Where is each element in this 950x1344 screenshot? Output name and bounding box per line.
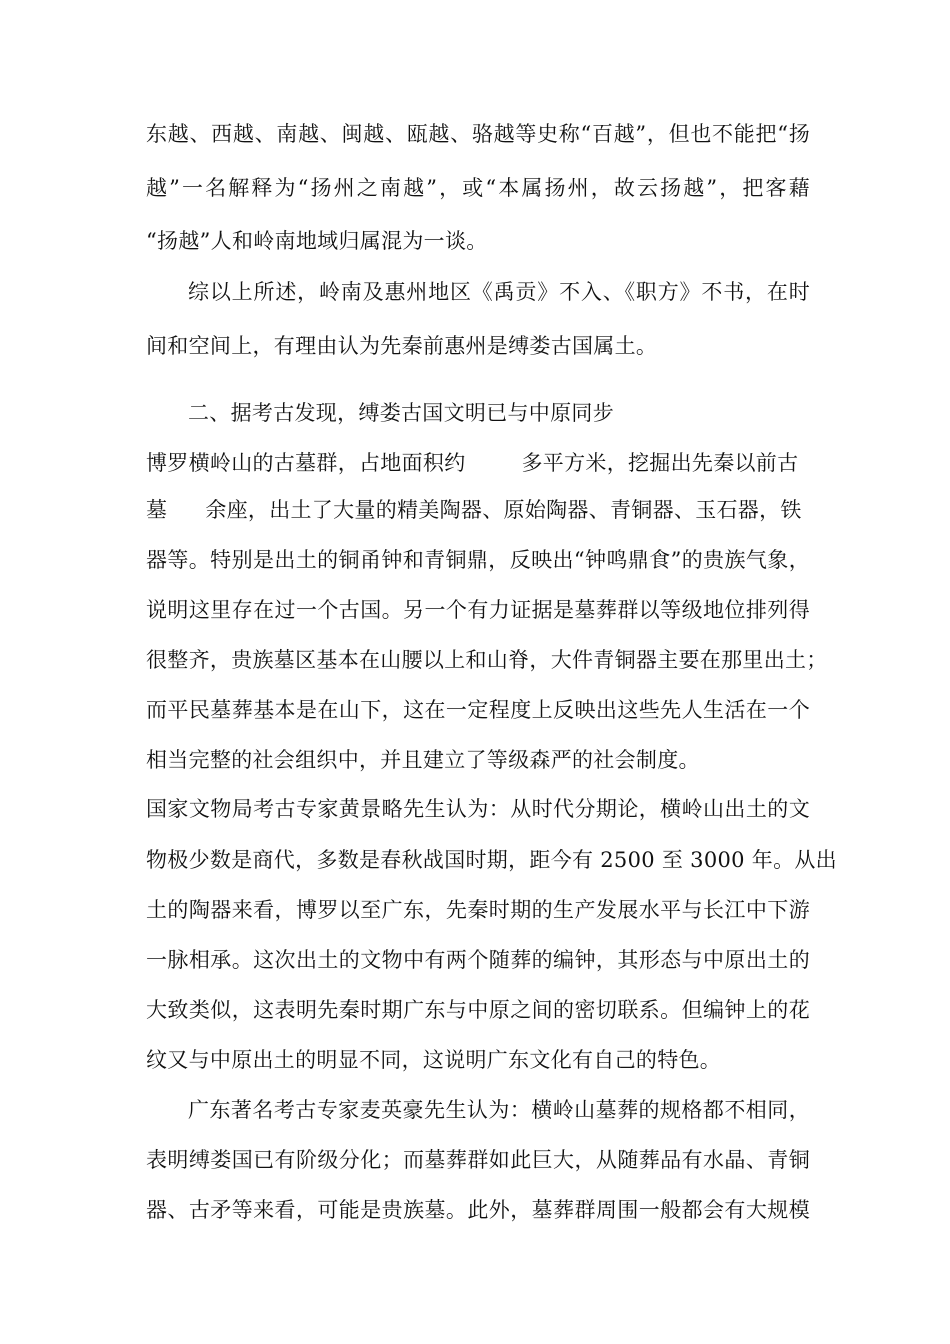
paragraph-5-line-3: 器、古矛等来看，可能是贵族墓。此外，墓葬群周围一般都会有大规模 [146, 1198, 810, 1222]
paragraph-3-line-2-part-2: 余座，出土了大量的精美陶器、原始陶器、青铜器、玉石器，铁 [205, 498, 802, 522]
paragraph-4-line-4: 一脉相承。这次出土的文物中有两个随葬的编钟，其形态与中原出土的 [146, 948, 810, 972]
paragraph-4-line-6: 纹又与中原出土的明显不同，这说明广东文化有自己的特色。 [146, 1048, 722, 1072]
paragraph-2-line-2: 间和空间上，有理由认为先秦前惠州是缚娄古国属土。 [146, 334, 658, 358]
paragraph-1-line-2: 越”一名解释为“扬州之南越”，或“本属扬州，故云扬越”，把客藉 [146, 176, 810, 200]
paragraph-3-line-1-part-1: 博罗横岭山的古墓群，占地面积约 [146, 451, 466, 475]
paragraph-3-line-2-part-1: 墓 [146, 498, 168, 522]
paragraph-3-line-1 [146, 446, 810, 480]
paragraph-3-line-6: 而平民墓葬基本是在山下，这在一定程度上反映出这些先人生活在一个 [146, 698, 810, 722]
paragraph-4-line-3: 土的陶器来看，博罗以至广东，先秦时期的生产发展水平与长江中下游 [146, 898, 810, 922]
paragraph-4-line-2: 物极少数是商代，多数是春秋战国时期，距今有 2500 至 3000 年。从出 [146, 848, 837, 872]
section-heading: 二、据考古发现，缚娄古国文明已与中原同步 [188, 401, 614, 425]
paragraph-2-line-1: 综以上所述，岭南及惠州地区《禹贡》不入、《职方》不书，在时 [188, 280, 810, 304]
paragraph-1-line-3: “扬越”人和岭南地域归属混为一谈。 [146, 229, 488, 253]
paragraph-3-line-1-part-2: 多平方米，挖掘出先秦以前古 [521, 451, 799, 475]
paragraph-5-line-1: 广东著名考古专家麦英豪先生认为：横岭山墓葬的规格都不相同， [188, 1098, 810, 1122]
paragraph-1-line-1: 东越、西越、南越、闽越、瓯越、骆越等史称“百越”，但也不能把“扬 [146, 122, 810, 146]
paragraph-3-line-7: 相当完整的社会组织中，并且建立了等级森严的社会制度。 [146, 748, 700, 772]
paragraph-4-line-5: 大致类似，这表明先秦时期广东与中原之间的密切联系。但编钟上的花 [146, 998, 810, 1022]
paragraph-3-line-2 [146, 493, 810, 527]
paragraph-3-line-4: 说明这里存在过一个古国。另一个有力证据是墓葬群以等级地位排列得 [146, 598, 810, 622]
paragraph-4-line-1: 国家文物局考古专家黄景略先生认为：从时代分期论，横岭山出土的文 [146, 797, 810, 821]
paragraph-3-line-5: 很整齐，贵族墓区基本在山腰以上和山脊，大件青铜器主要在那里出土； [146, 648, 828, 672]
paragraph-5-line-2: 表明缚娄国已有阶级分化；而墓葬群如此巨大，从随葬品有水晶、青铜 [146, 1148, 810, 1172]
paragraph-3-line-3: 器等。特别是出土的铜甬钟和青铜鼎，反映出“钟鸣鼎食”的贵族气象， [146, 548, 810, 572]
